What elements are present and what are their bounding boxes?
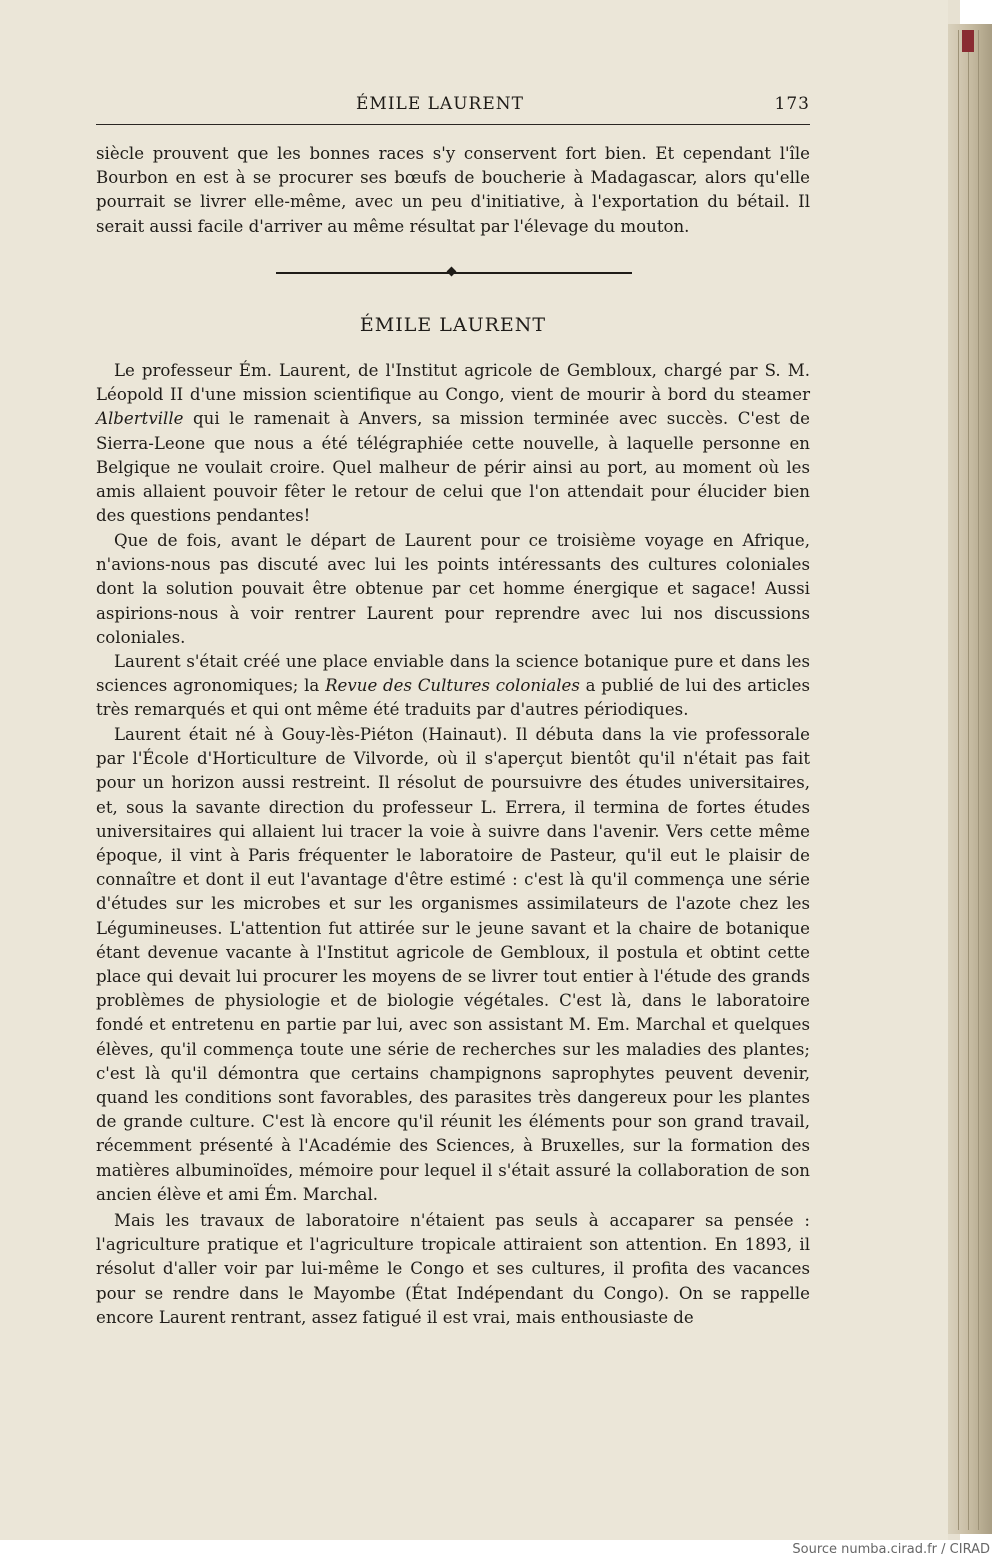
page-edge-line [958, 30, 959, 1530]
bookmark-ribbon [962, 30, 974, 52]
journal-title: Revue des Cultures coloniales [325, 676, 580, 696]
paragraph-text: Le professeur Ém. Laurent, de l'Institut agricole de Gembloux, chargé par S. M. Léopold II d'une mission scientifique au Congo, vient de mourir à bord du steamer [96, 361, 810, 405]
page-edge [948, 24, 992, 1534]
intro-paragraph: siècle prouvent que les bonnes races s'y conservent fort bien. Et cependant l'île Bourbon en est à se procurer ses bœufs de boucherie à Madagascar, alors qu'elle pourrait se livrer elle-même, avec un peu d'initiative, à l'exportation du bétail. Il serait aussi facile d'arriver au même résultat par l'élevage du mouton. [96, 144, 810, 236]
header-rule [96, 124, 810, 125]
page-edge-line [968, 30, 969, 1530]
article-paragraph-4: Laurent était né à Gouy-lès-Piéton (Hainaut). Il débuta dans la vie professorale par l'École d'Horticulture de Vilvorde, où il s'aperçut bientôt qu'il n'était pas fait pour un horizon aussi restreint. Il résolut de poursuivre des études universitaires, et, sous la savante direction du professeur L. Errera, il termina de fortes études universitaires qui allaient lui tracer la voie à suivre dans l'avenir. Vers cette même époque, il vint à Paris fréquenter le laboratoire de Pasteur, qu'il eut le plaisir de connaître et dont il eut l'avantage d'être estimé : c'est là qu'il commença une série d'études sur les microbes et sur les organismes assimilateurs de l'azote chez les Légumineuses. L'attention fut attirée sur le jeune savant et la chaire de botanique étant devenue vacante à l'Institut agricole de Gembloux, il postula et obtint cette place qui devait lui procurer les moyens de se livrer tout entier à l'étude des grands problèmes de physiologie et de biologie végétales. C'est là, dans le laboratoire fondé et entretenu en partie par lui, avec son assistant M. Em. Marchal et quelques élèves, qu'il commença toute une série de recherches sur les maladies des plantes; c'est là qu'il démontra que certains champignons saprophytes peuvent devenir, quand les conditions sont favorables, des parasites très dangereux pour les plantes de grande culture. C'est là encore qu'il réunit les éléments pour son grand travail, récemment présenté à l'Académie des Sciences, à Bruxelles, sur la formation des matières albuminoïdes, mémoire pour lequel il s'était assuré la collaboration de son ancien élève et ami Ém. Marchal. [96, 725, 810, 1204]
article-title: ÉMILE LAURENT [359, 314, 547, 336]
page-number: 173 [774, 94, 810, 114]
article-paragraph-2: Que de fois, avant le départ de Laurent pour ce troisième voyage en Afrique, n'avions-nous pas discuté avec lui les points intéressants des cultures coloniales dont la solution pouvait être obtenue par cet homme énergique et sagace! Aussi aspirions-nous à voir rentrer Laurent pour reprendre avec lui nos discussions coloniales. [96, 531, 810, 647]
source-credit: Source numba.cirad.fr / CIRAD [792, 1542, 990, 1557]
article-paragraph-3 [96, 650, 810, 723]
paragraph-text: qui le ramenait à Anvers, sa mission terminée avec succès. C'est de Sierra-Leone que nous a été télégraphiée cette nouvelle, à laquelle personne en Belgique ne voulait croire. Quel malheur de périr ainsi au port, au moment où les amis allaient pouvoir fêter le retour de celui que l'on attendait pour élucider bien des questions pendantes! [96, 409, 810, 526]
article-paragraph-5: Mais les travaux de laboratoire n'étaient pas seuls à accaparer sa pensée : l'agriculture pratique et l'agriculture tropicale attiraient son attention. En 1893, il résolut d'aller voir par lui-même le Congo et ses cultures, il profita des vacances pour se rendre dans le Mayombe (État Indépendant du Congo). On se rappelle encore Laurent rentrant, assez fatigué il est vrai, mais enthousiaste de [96, 1211, 810, 1327]
running-header [96, 92, 810, 118]
paragraph-text: a publié de lui des articles très remarqués et qui ont même été traduits par d'autres périodiques. [96, 676, 810, 720]
running-title: ÉMILE LAURENT [356, 94, 524, 114]
divider-ornament [447, 267, 457, 277]
page-edge-line [978, 30, 979, 1530]
ship-name: Albertville [96, 409, 184, 429]
paragraph-text: Laurent s'était créé une place enviable dans la science botanique pure et dans les sciences agronomiques; la [96, 652, 810, 696]
article-paragraph-1 [96, 359, 810, 528]
